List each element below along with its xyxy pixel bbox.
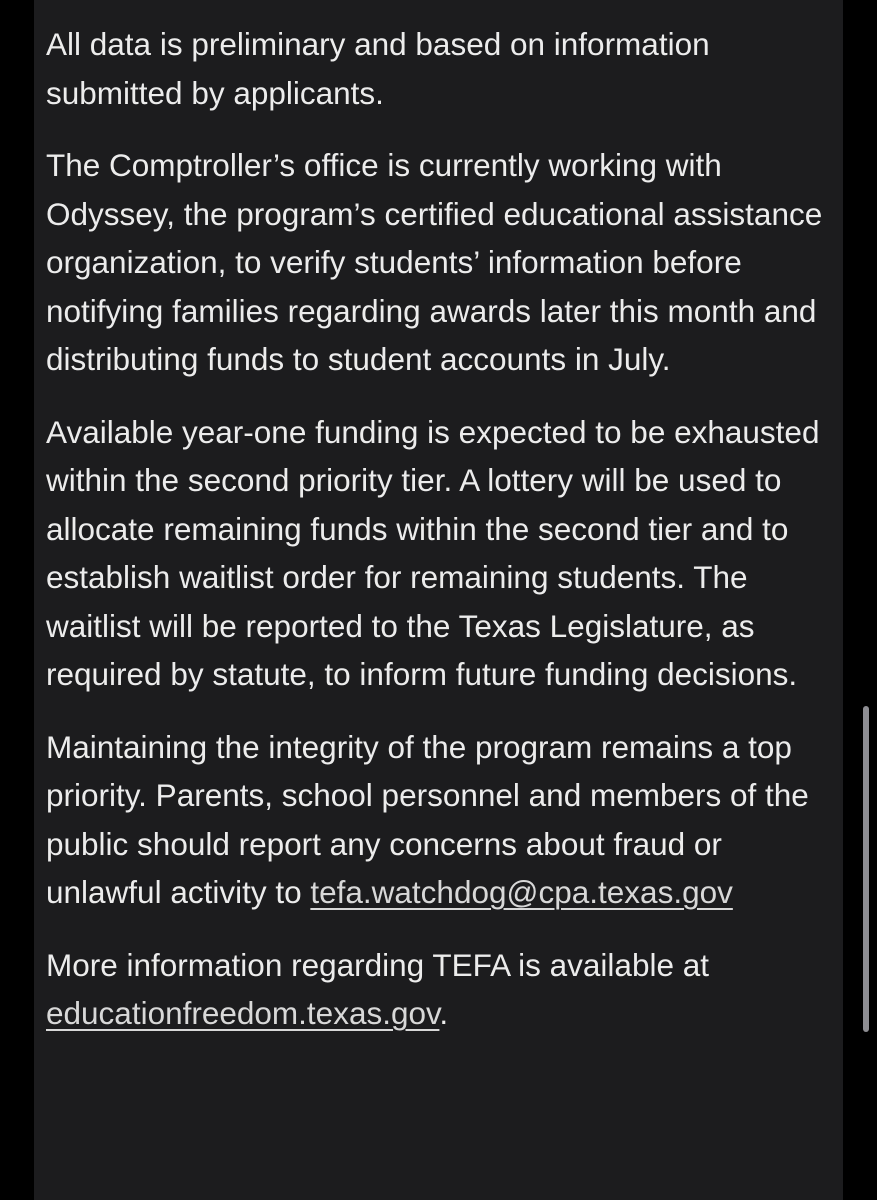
paragraph-preliminary: All data is preliminary and based on information submitted by applicants. [46,26,710,111]
more-info-text: More information regarding TEFA is available at [46,946,710,983]
paragraph-integrity [46,723,846,917]
paragraph-verification: The Comptroller’s office is currently working with Odyssey, the program’s certified educational assistance organization, to verify students’ information before notifying families regarding awards later this month and distributing funds to student accounts in July. [46,147,823,377]
education-freedom-link[interactable]: educationfreedom.texas.gov [46,995,440,1031]
article-body [46,20,846,1062]
paragraph-more-info [46,941,846,1038]
more-info-period: . [439,995,449,1031]
scrollbar-thumb[interactable] [863,706,869,1032]
paragraph-funding-lottery: Available year-one funding is expected to be exhausted within the second priority tier. A lottery will be used to allocate remaining funds within the second tier and to establish waitlist order for remaining students. The waitlist will be reported to the Texas Legislature, as required by statute, to inform future funding decisions. [46,413,820,692]
integrity-text: Maintaining the integrity of the program remains a top priority. Parents, school personnel and members of the public should report any concerns about fraud or unlawful activity to [46,728,809,910]
watchdog-email-link[interactable]: tefa.watchdog@cpa.texas.gov [310,874,733,910]
